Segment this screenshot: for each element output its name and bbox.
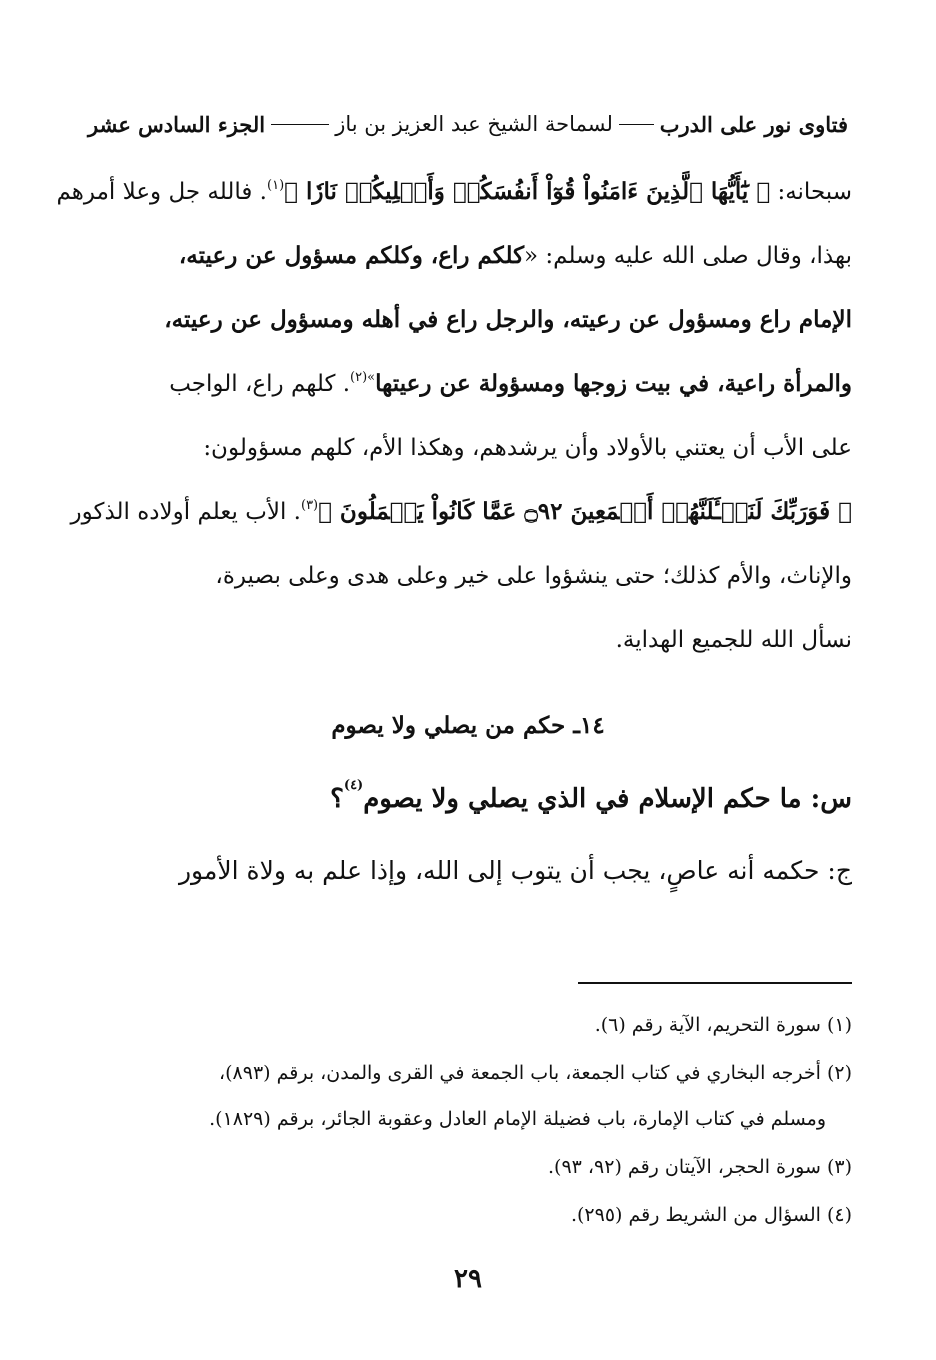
text-line: بهذا، وقال صلى الله عليه وسلم: «كلكم راع، وكلكم مسؤول عن رعيته، — [178, 242, 852, 269]
text-line: والمرأة راعية، في بيت زوجها ومسؤولة عن رعيتها$^{»(٢)}$. كلهم راع، الواجب — [169, 370, 852, 397]
text-line: نسأل الله للجميع الهداية. — [615, 627, 852, 653]
footnote: (١) سورة التحريم، الآية رقم (٦). — [594, 1014, 852, 1036]
header-dash — [619, 124, 654, 125]
author-name: لسماحة الشيخ عبد العزيز بن باز — [335, 112, 613, 136]
section-heading: ١٤ـ حكم من يصلي ولا يصوم — [331, 712, 605, 739]
running-header — [88, 104, 848, 144]
text-line: ﴿ فَوَرَبِّكَ لَنَسۡـَٔلَنَّهُمۡ أَجۡمَعِينَ ۝٩٢ عَمَّا كَانُواْ يَعۡمَلُونَ ﴾$^{(٣)}$. الأب يعلم أولاده الذكور — [70, 498, 852, 525]
page-number: ٢٩ — [454, 1264, 482, 1294]
hadith-text: والمرأة راعية، في بيت زوجها ومسؤولة عن رعيتها — [375, 370, 852, 397]
footnote: ومسلم في كتاب الإمارة، باب فضيلة الإمام العادل وعقوبة الجائر، برقم (١٨٢٩). — [209, 1108, 826, 1130]
footnote: (٤) السؤال من الشريط رقم (٢٩٥). — [570, 1204, 852, 1226]
question: س: ما حكم الإسلام في الذي يصلي ولا يصوم$^{(٤)}$؟ — [330, 778, 852, 814]
footnote-ref: (٤) — [343, 778, 364, 793]
book-title: فتاوى نور على الدرب — [659, 111, 848, 137]
footnote: (٢) أخرجه البخاري في كتاب الجمعة، باب الجمعة في القرى والمدن، برقم (٨٩٣)، — [219, 1062, 852, 1084]
footnote-ref: (١) — [267, 178, 285, 193]
part-label: الجزء السادس عشر — [88, 111, 266, 137]
footnote-ref: (٣) — [300, 498, 319, 513]
quran-verse: ﴿ فَوَرَبِّكَ لَنَسۡـَٔلَنَّهُمۡ أَجۡمَعِينَ ۝٩٢ عَمَّا كَانُواْ يَعۡمَلُونَ ﴾ — [318, 498, 852, 525]
footnote-separator — [578, 982, 852, 984]
text-line: والإناث، والأم كذلك؛ حتى ينشؤوا على خير وعلى هدى وعلى بصيرة، — [215, 563, 852, 589]
hadith-text: كلكم راع، وكلكم مسؤول عن رعيته، — [178, 242, 525, 269]
text-line: سبحانه: ﴿ يَٰٓأَيُّهَا ٱلَّذِينَ ءَامَنُواْ قُوٓاْ أَنفُسَكُمۡ وَأَهۡلِيكُمۡ نَارٗا ﴾$^{(١)}$. فالله جل وعلا أمرهم — [56, 178, 852, 205]
footnote: (٣) سورة الحجر، الآيتان رقم (٩٢، ٩٣). — [548, 1156, 852, 1178]
text-line: على الأب أن يعتني بالأولاد وأن يرشدهم، وهكذا الأم، كلهم مسؤولون: — [203, 435, 852, 461]
quran-verse: ﴿ يَٰٓأَيُّهَا ٱلَّذِينَ ءَامَنُواْ قُوٓاْ أَنفُسَكُمۡ وَأَهۡلِيكُمۡ نَارٗا ﴾ — [284, 178, 771, 205]
answer: ج: حكمه أنه عاصٍ، يجب أن يتوب إلى الله، وإذا علم به ولاة الأمور — [178, 856, 852, 885]
hadith-text: الإمام راع ومسؤول عن رعيته، والرجل راع في أهله ومسؤول عن رعيته، — [164, 306, 852, 333]
text-line — [88, 288, 852, 352]
footnote-ref: »(٢) — [350, 370, 376, 385]
body-text — [56, 160, 852, 672]
header-dash — [271, 124, 329, 125]
